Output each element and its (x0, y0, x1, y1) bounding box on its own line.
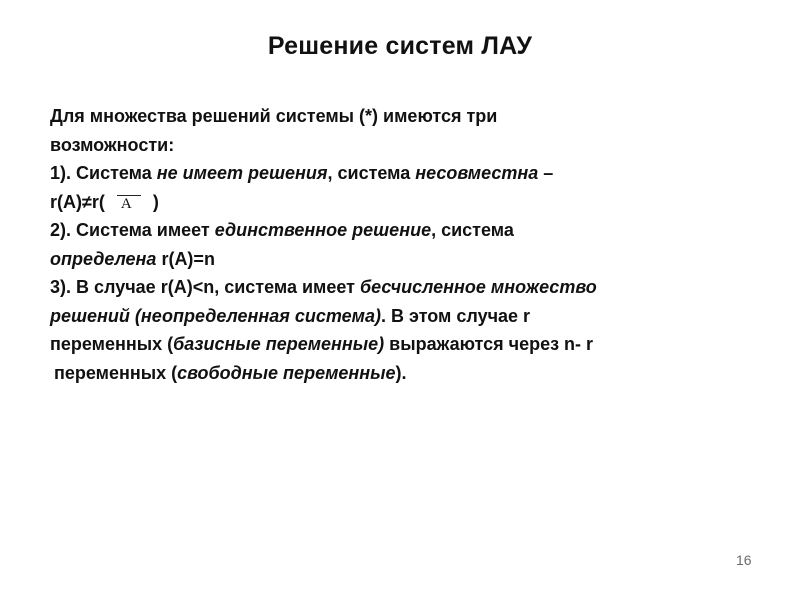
text-fragment: – (538, 163, 554, 183)
text-line-10 (50, 359, 770, 388)
text-fragment: 1). Система (50, 163, 157, 183)
augmented-matrix-symbol (107, 192, 149, 212)
text-line-4 (50, 188, 770, 217)
matrix-letter: A (120, 195, 132, 212)
text-line-1 (50, 102, 770, 131)
emphasis-no-solution: не имеет решения (156, 163, 328, 183)
slide-title: Решение систем ЛАУ (267, 32, 533, 60)
text-line-8 (50, 302, 770, 331)
text-fragment: , система (431, 220, 514, 240)
rank-formula: r(A)≠r( (50, 191, 105, 212)
text-fragment: 3). В случае r(A)<n, система имеет (50, 277, 360, 297)
emphasis-unique-solution: единственное решение (214, 220, 432, 240)
text-fragment: , система (327, 163, 416, 183)
text-fragment: ). (395, 362, 407, 383)
slide-body (50, 102, 770, 387)
text-fragment: возможности: (50, 134, 175, 155)
emphasis-infinite-set: бесчисленное множество (359, 277, 597, 297)
text-fragment: переменных ( (50, 334, 174, 354)
text-fragment: . В этом случае r (381, 305, 531, 326)
text-line-7 (50, 273, 770, 302)
text-line-2 (50, 131, 770, 160)
text-line-6 (50, 245, 770, 274)
text-fragment: 2). Система имеет (50, 220, 215, 240)
emphasis-free-variables: свободные переменные (177, 362, 396, 383)
emphasis-determined: определена (50, 248, 157, 269)
emphasis-inconsistent: несовместна (415, 163, 539, 183)
text-fragment: ) (152, 191, 159, 212)
text-line-9 (50, 330, 770, 359)
text-fragment: Для множества решений системы (*) имеются три (50, 106, 498, 126)
text-line-3 (50, 159, 770, 188)
emphasis-basic-variables: базисные переменные) (173, 334, 385, 354)
emphasis-underdetermined: решений (неопределенная система) (50, 305, 381, 326)
text-fragment: выражаются через n- r (384, 334, 594, 354)
text-fragment: переменных ( (54, 362, 178, 383)
page-number: 16 (736, 552, 752, 568)
text-line-5 (50, 216, 770, 245)
text-fragment: r(A)=n (156, 248, 215, 269)
